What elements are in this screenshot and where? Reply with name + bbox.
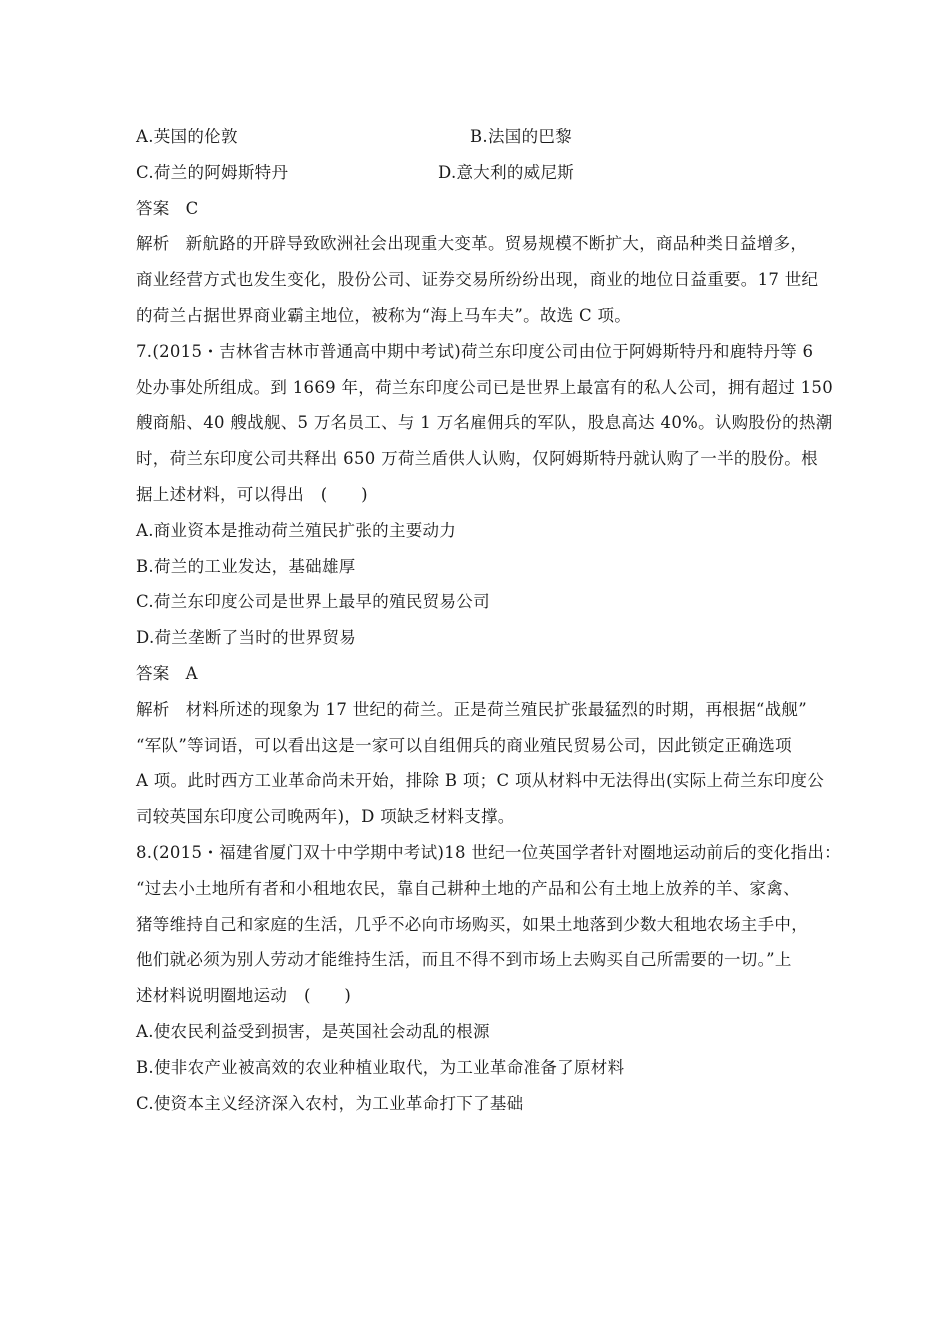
q7-analysis-line-2: “军队”等词语，可以看出这是一家可以自组佣兵的商业殖民贸易公司，因此锁定正确选项 bbox=[136, 735, 792, 755]
q7-answer bbox=[136, 659, 826, 695]
q6-analysis-line-3: 的荷兰占据世界商业霸主地位，被称为“海上马车夫”。故选 C 项。 bbox=[136, 305, 632, 325]
q6-analysis-line-1 bbox=[136, 229, 826, 265]
q7-answer-label: 答案 bbox=[136, 663, 170, 683]
q7-stem-line-1: 7.(2015・吉林省吉林市普通高中期中考试)荷兰东印度公司由位于阿姆斯特丹和鹿特丹等 6 bbox=[136, 341, 814, 361]
q7-option-c: C.荷兰东印度公司是世界上最早的殖民贸易公司 bbox=[136, 592, 490, 612]
q8-stem-line-2: “过去小土地所有者和小租地农民，靠自己耕种土地的产品和公有土地上放养的羊、家禽、 bbox=[136, 878, 800, 898]
q6-options-row-2 bbox=[136, 158, 826, 194]
q6-option-c: C.荷兰的阿姆斯特丹 bbox=[136, 162, 289, 182]
q8-stem-line-1: 8.(2015・福建省厦门双十中学期中考试)18 世纪一位英国学者针对圈地运动前后的变化指出： bbox=[136, 842, 841, 862]
q7-option-b: B.荷兰的工业发达，基础雄厚 bbox=[136, 556, 356, 576]
q7-analysis-label: 解析 bbox=[136, 699, 170, 719]
q7-stem-line-4: 时，荷兰东印度公司共释出 650 万荷兰盾供人认购，仅阿姆斯特丹就认购了一半的股份。根 bbox=[136, 449, 818, 469]
q7-analysis-line-4: 司较英国东印度公司晚两年)，D 项缺乏材料支撑。 bbox=[136, 807, 515, 827]
q8-stem-line-5: 述材料说明圈地运动 ( ) bbox=[136, 986, 352, 1006]
q8-stem-line-3: 猪等维持自己和家庭的生活，几乎不必向市场购买，如果土地落到少数大租地农场主手中， bbox=[136, 914, 808, 934]
q7-option-d: D.荷兰垄断了当时的世界贸易 bbox=[136, 628, 357, 648]
q7-stem-line-5: 据上述材料，可以得出 ( ) bbox=[136, 484, 368, 504]
q8-option-a: A.使农民利益受到损害，是英国社会动乱的根源 bbox=[136, 1021, 490, 1041]
q8-option-b: B.使非农产业被高效的农业种植业取代，为工业革命准备了原材料 bbox=[136, 1057, 625, 1077]
q6-analysis-label: 解析 bbox=[136, 234, 170, 254]
q7-stem-line-3: 艘商船、40 艘战舰、5 万名员工、与 1 万名雇佣兵的军队，股息高达 40%。认购股份的热潮 bbox=[136, 413, 833, 433]
q7-analysis-text-1: 材料所述的现象为 17 世纪的荷兰。正是荷兰殖民扩张最猛烈的时期，再根据“战舰” bbox=[185, 699, 807, 719]
q7-answer-value: A bbox=[185, 663, 198, 683]
q6-answer bbox=[136, 194, 826, 230]
q7-stem-line-2: 处办事处所组成。到 1669 年，荷兰东印度公司已是世界上最富有的私人公司，拥有超过 150 bbox=[136, 377, 834, 397]
q7-analysis-line-1 bbox=[136, 695, 826, 731]
q8-stem-line-4: 他们就必须为别人劳动才能维持生活，而且不得不到市场上去购买自己所需要的一切。”上 bbox=[136, 950, 792, 970]
q6-option-a: A.英国的伦敦 bbox=[136, 127, 238, 146]
q7-analysis-line-3: A 项。此时西方工业革命尚未开始，排除 B 项；C 项从材料中无法得出(实际上荷兰东印度公 bbox=[136, 771, 825, 791]
q8-option-c: C.使资本主义经济深入农村，为工业革命打下了基础 bbox=[136, 1093, 524, 1113]
q6-analysis-text-1: 新航路的开辟导致欧洲社会出现重大变革。贸易规模不断扩大，商品种类日益增多， bbox=[185, 234, 808, 254]
q6-option-b: B.法国的巴黎 bbox=[470, 127, 572, 146]
q6-analysis-line-2: 商业经营方式也发生变化，股份公司、证券交易所纷纷出现，商业的地位日益重要。17 世纪 bbox=[136, 270, 819, 290]
q6-options-row-1 bbox=[136, 122, 826, 158]
q6-option-d: D.意大利的威尼斯 bbox=[438, 162, 575, 182]
q6-answer-label: 答案 bbox=[136, 198, 170, 218]
q7-option-a: A.商业资本是推动荷兰殖民扩张的主要动力 bbox=[136, 520, 457, 540]
document-page bbox=[136, 122, 841, 1124]
q6-answer-value: C bbox=[185, 198, 199, 218]
